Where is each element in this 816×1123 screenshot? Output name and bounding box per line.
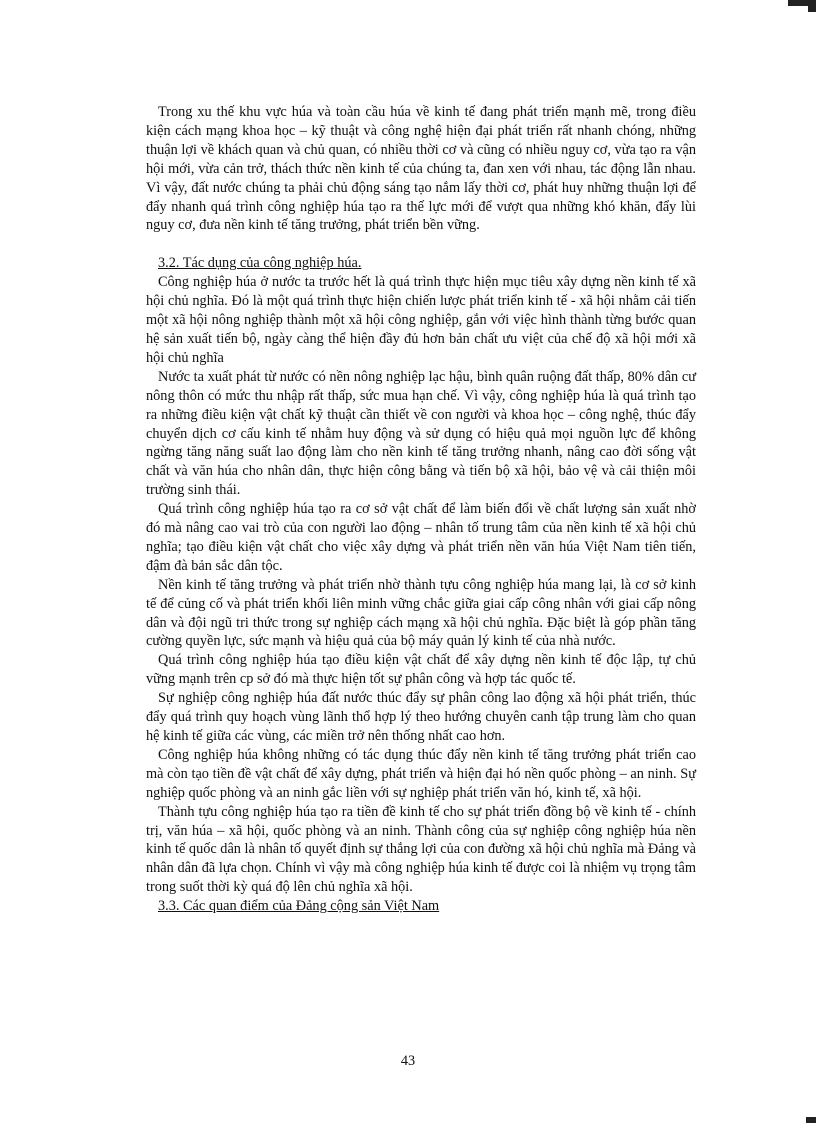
- page-number: 43: [400, 1053, 416, 1069]
- scan-mark: [806, 1117, 816, 1123]
- paragraph: Quá trình công nghiệp húa tạo điều kiện vật chất để xây dựng nền kinh tế độc lập, tự chủ vững mạnh trên cp sở đó mà thực hiện tốt sự phân công và hợp tác quốc tế.: [146, 652, 696, 688]
- paragraph-intro: Trong xu thế khu vực húa và toàn cầu húa về kinh tế đang phát triển mạnh mẽ, trong điều kiện cách mạng khoa học – kỹ thuật và công nghệ hiện đại phát triển rất nhanh chóng, những thuận lợi về khách quan và chủ quan, có nhiều thời cơ và cũng có nhiều nguy cơ, vừa tạo ra vận hội mới, vừa cản trở, thách thức nền kinh tế của chúng ta, đan xen với nhau, tác động lẫn nhau. Vì vậy, đất nước chúng ta phải chủ động sáng tạo nắm lấy thời cơ, phát huy những thuận lợi để đẩy nhanh quá trình công nghiệp húa tạo ra thế lực mới để vượt qua những khó khăn, đẩy lùi nguy cơ, đưa nền kinh tế tăng trưởng, phát triển bền vững.: [146, 104, 696, 234]
- document-body: [146, 103, 696, 916]
- section-heading-3-2-text: 3.2. Tác dụng của công nghiệp húa.: [158, 255, 362, 272]
- section-heading-3-2: [146, 254, 696, 273]
- paragraph: Công nghiệp húa không những có tác dụng thúc đẩy nền kinh tế tăng trưởng phát triển cao mà còn tạo tiền đề vật chất để xây dựng, phát triển và hiện đại hó nền quốc phòng – an ninh. Sự nghiệp quốc phòng và an ninh gắc liền với sự nghiệp phát triển văn hó, kinh tế, xã hội.: [146, 746, 696, 801]
- paragraph: Quá trình công nghiệp húa tạo ra cơ sở vật chất để làm biến đổi về chất lượng sản xuất nhờ đó mà nâng cao vai trò của con người lao động – nhân tố trung tâm của nền kinh tế xã hội chủ nghĩa; tạo điều kiện vật chất cho việc xây dựng và phát triển nền văn húa Việt Nam tiên tiến, đậm đà bản sắc dân tộc.: [146, 501, 696, 574]
- paragraph: Sự nghiệp công nghiệp húa đất nước thúc đẩy sự phân công lao động xã hội phát triển, thúc đẩy quá trình quy hoạch vùng lãnh thổ hợp lý theo hướng chuyên canh tập trung làm cho quan hệ kinh tế giữa các vùng, các miền trở nên thống nhất cao hơn.: [146, 690, 696, 744]
- paragraph: Thành tựu công nghiệp húa tạo ra tiền đề kinh tế cho sự phát triển đồng bộ về kinh tế - chính trị, văn húa – xã hội, quốc phòng và an ninh. Thành công của sự nghiệp công nghiệp húa nền kinh tế quốc dân là nhân tố quyết định sự thắng lợi của con đường xã hội chủ nghĩa mà Đảng và nhân dân đã lựa chọn. Chính vì vậy mà công nghiệp húa kinh tế được coi là nhiệm vụ trọng tâm trong suốt thời kỳ quá độ lên chủ nghĩa xã hội.: [146, 803, 696, 896]
- section-heading-3-3-text: 3.3. Các quan điểm của Đảng cộng sản Việt Nam: [158, 898, 440, 915]
- paragraph: Công nghiệp húa ở nước ta trước hết là quá trình thực hiện mục tiêu xây dựng nền kinh tế xã hội chủ nghĩa. Đó là một quá trình thực hiện chiến lược phát triển kinh tế - xã hội nhằm cải tiến một xã hội nông nghiệp thành một xã hội công nghiệp, gắn với việc hình thành từng bước quan hệ sản xuất tiến bộ, ngày càng thể hiện đầy đủ hơn bản chất ưu việt của chế độ xã hội mới xã hội chủ nghĩa: [146, 274, 696, 366]
- scan-mark: [808, 6, 816, 12]
- paragraph: Nước ta xuất phát từ nước có nền nông nghiệp lạc hậu, bình quân ruộng đất thấp, 80% dân cư nông thôn có mức thu nhập rất thấp, sức mua hạn chế. Vì vậy, công nghiệp húa là quá trình tạo ra những điều kiện vật chất kỹ thuật cần thiết về con người và khoa học – công nghệ, thúc đẩy chuyển dịch cơ cấu kinh tế nhằm huy động và sử dụng có hiệu quả mọi nguồn lực để không ngừng tăng năng suất lao động làm cho nền kinh tế tăng trưởng nhanh, nâng cao đời sống vật chất và văn húa cho nhân dân, thực hiện công bằng và tiến bộ xã hội, bảo vệ và cải thiện môi trường sinh thái.: [146, 368, 696, 499]
- section-heading-3-3: [146, 897, 696, 916]
- paragraph: Nền kinh tế tăng trưởng và phát triển nhờ thành tựu công nghiệp húa mang lại, là cơ sở kinh tế để củng cố và phát triển khối liên minh vững chắc giữa giai cấp công nhân với giai cấp nông dân và đội ngũ tri thức trong sự nghiệp cách mạng xã hội chủ nghĩa. Đặc biệt là góp phần tăng cường quyền lực, sức mạnh và hiệu quả của bộ máy quản lý kinh tế của nhà nước.: [146, 576, 696, 650]
- spacer: [146, 235, 696, 254]
